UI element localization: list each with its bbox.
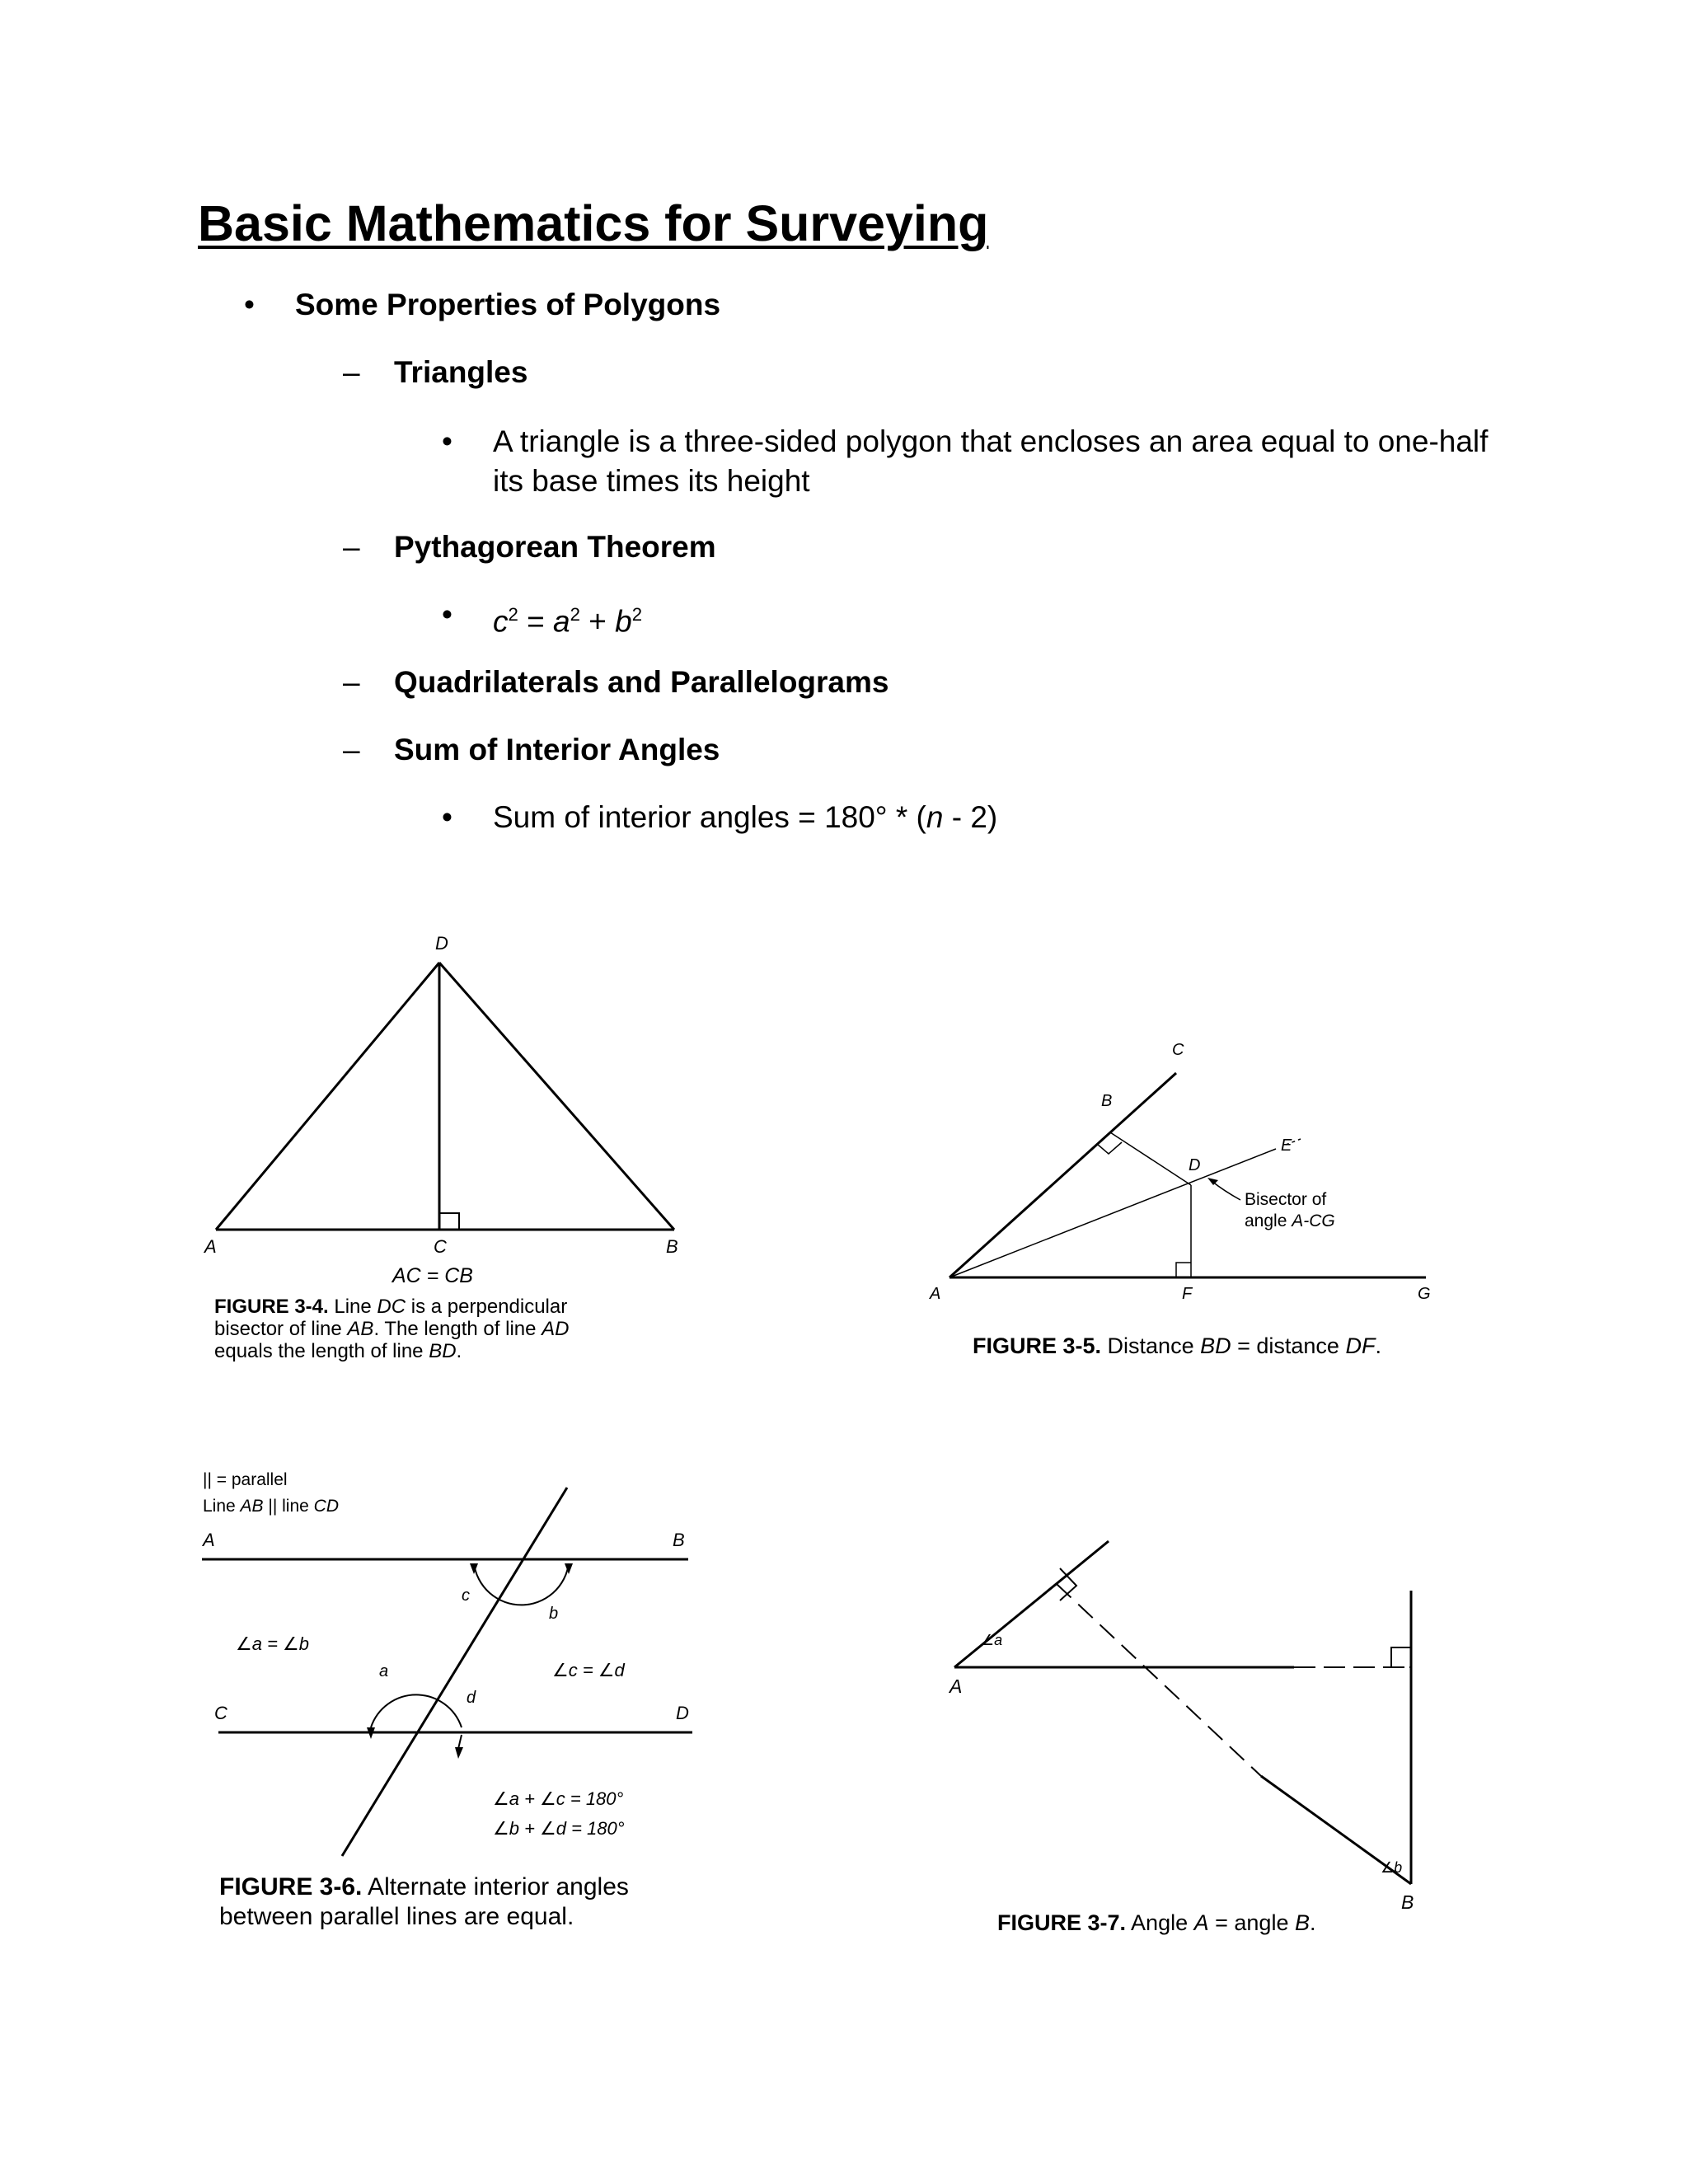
line-ac bbox=[950, 1073, 1176, 1277]
legend-text: Line bbox=[203, 1497, 241, 1516]
note-text: angle bbox=[1245, 1212, 1292, 1230]
caption-text: . bbox=[456, 1340, 462, 1362]
caption-var: B bbox=[1294, 1910, 1310, 1935]
quadrilaterals-heading: Quadrilaterals and Parallelograms bbox=[394, 665, 889, 699]
label-a: A bbox=[950, 1675, 963, 1697]
caption-text: Line bbox=[328, 1296, 377, 1318]
right-angle-mark-f bbox=[1176, 1263, 1191, 1277]
caption-label: FIGURE 3-5. bbox=[973, 1333, 1102, 1358]
legend-line2 bbox=[203, 1497, 339, 1516]
label-g: G bbox=[1418, 1285, 1431, 1302]
figure-3-4-caption bbox=[214, 1296, 569, 1362]
var-b: b bbox=[615, 604, 632, 639]
interior-heading: Sum of Interior Angles bbox=[394, 733, 720, 766]
equation-b-d: ∠b + ∠d = 180° bbox=[493, 1818, 625, 1839]
label-e: E bbox=[1281, 1137, 1292, 1155]
legend-text: || line bbox=[263, 1497, 314, 1516]
caption-text: is a perpendicular bbox=[406, 1296, 568, 1318]
bisector-pointer bbox=[1212, 1181, 1240, 1200]
caption-text: . bbox=[1309, 1910, 1316, 1935]
line-bd bbox=[439, 963, 674, 1230]
angle-a-label: ∠a bbox=[981, 1632, 1003, 1648]
bullet-marker: • bbox=[244, 288, 255, 321]
figure-3-4-diagram bbox=[190, 923, 717, 1294]
note-var: A-CG bbox=[1292, 1212, 1335, 1230]
label-c-upper: C bbox=[214, 1703, 227, 1723]
dash-marker: – bbox=[343, 530, 360, 564]
caption-text: Angle bbox=[1126, 1910, 1194, 1935]
figure-3-5-caption bbox=[973, 1335, 1381, 1357]
equation-c-d: ∠c = ∠d bbox=[552, 1660, 625, 1680]
formula-plus: + bbox=[579, 604, 616, 639]
label-d-upper: D bbox=[676, 1703, 689, 1723]
bullet-marker: • bbox=[442, 424, 452, 458]
arc-angle-d bbox=[458, 1735, 462, 1749]
arrowhead-d bbox=[455, 1747, 463, 1759]
equation-a-c: ∠a + ∠c = 180° bbox=[493, 1788, 624, 1809]
caption-text: between parallel lines are equal. bbox=[219, 1903, 574, 1930]
line-a-upper bbox=[954, 1541, 1109, 1667]
caption-text: = angle bbox=[1208, 1910, 1295, 1935]
caption-text: Distance bbox=[1101, 1333, 1201, 1358]
dash-marker: – bbox=[343, 355, 360, 389]
bisector-note-line2 bbox=[1245, 1212, 1335, 1230]
legend-line1: || = parallel bbox=[203, 1470, 288, 1489]
right-angle-mark bbox=[439, 1213, 459, 1230]
label-b: B bbox=[1101, 1092, 1113, 1110]
var-c: c bbox=[493, 604, 509, 639]
arc-angle-a bbox=[371, 1694, 462, 1727]
page-title: Basic Mathematics for Surveying bbox=[198, 195, 989, 251]
pythagorean-heading: Pythagorean Theorem bbox=[394, 530, 716, 564]
caption-var: DF bbox=[1345, 1333, 1376, 1358]
caption-var: AB bbox=[347, 1318, 374, 1340]
pythagorean-formula bbox=[493, 595, 642, 641]
bisector-note-line1: Bisector of bbox=[1245, 1190, 1327, 1209]
figure-3-5-diagram bbox=[915, 1022, 1442, 1302]
caption-text: Alternate interior angles bbox=[362, 1873, 629, 1900]
arc-angle-c-b bbox=[474, 1563, 569, 1605]
var-n: n bbox=[926, 800, 944, 834]
interior-pre: Sum of interior angles = 180° * ( bbox=[493, 800, 926, 834]
caption-var: BD bbox=[1200, 1333, 1231, 1358]
caption-text: equals the length of line bbox=[214, 1340, 429, 1362]
dash-marker: – bbox=[343, 733, 360, 766]
bisector-line bbox=[950, 1149, 1276, 1277]
caption-text: bisector of line bbox=[214, 1318, 348, 1340]
label-f: F bbox=[1182, 1285, 1193, 1302]
caption-var: BD bbox=[429, 1340, 457, 1362]
line-perpendicular-dashed bbox=[1057, 1584, 1261, 1776]
label-d-angle: d bbox=[467, 1689, 476, 1707]
caption-var: AD bbox=[542, 1318, 570, 1340]
equation-ac-cb: AC = CB bbox=[392, 1264, 473, 1287]
interior-formula bbox=[493, 798, 997, 837]
legend-var: CD bbox=[313, 1497, 340, 1516]
label-d: D bbox=[1189, 1156, 1201, 1174]
dash-marker: – bbox=[343, 665, 360, 699]
var-a: a bbox=[553, 604, 570, 639]
label-c-angle: c bbox=[462, 1586, 470, 1605]
caption-label: FIGURE 3-6. bbox=[219, 1873, 363, 1900]
caption-label: FIGURE 3-4. bbox=[214, 1296, 329, 1318]
label-a-angle: a bbox=[379, 1662, 389, 1680]
label-a: A bbox=[204, 1236, 217, 1257]
bullet-marker: • bbox=[442, 800, 452, 834]
right-angle-mark-b bbox=[1391, 1647, 1411, 1667]
caption-label: FIGURE 3-7. bbox=[997, 1910, 1127, 1935]
label-c: C bbox=[434, 1236, 447, 1257]
interior-post: - 2) bbox=[943, 800, 998, 834]
label-a-upper: A bbox=[203, 1530, 215, 1550]
triangles-text-line1: A triangle is a three-sided polygon that encloses an area equal to one-half bbox=[493, 424, 1489, 458]
exp-a: 2 bbox=[570, 604, 580, 625]
exp-c: 2 bbox=[508, 604, 518, 625]
line-bd bbox=[1110, 1132, 1191, 1185]
caption-text: = distance bbox=[1231, 1333, 1346, 1358]
label-b: B bbox=[1401, 1891, 1414, 1913]
label-c: C bbox=[1172, 1041, 1184, 1059]
caption-var: A bbox=[1193, 1910, 1209, 1935]
equation-a-b: ∠a = ∠b bbox=[236, 1633, 309, 1654]
right-angle-mark-b bbox=[1097, 1142, 1122, 1154]
label-a: A bbox=[930, 1285, 941, 1302]
triangles-heading: Triangles bbox=[394, 355, 528, 389]
bullet-marker: • bbox=[442, 598, 452, 631]
exp-b: 2 bbox=[631, 604, 643, 625]
angle-b-label: ∠b bbox=[1381, 1859, 1403, 1876]
label-b: B bbox=[666, 1236, 678, 1257]
formula-eq: = bbox=[518, 604, 554, 639]
label-b-angle: b bbox=[549, 1605, 559, 1623]
caption-text: . bbox=[1375, 1333, 1381, 1358]
figure-3-7-diagram bbox=[915, 1492, 1459, 1920]
label-b-upper: B bbox=[673, 1530, 685, 1550]
pointer-arrowhead bbox=[1207, 1178, 1218, 1185]
figure-3-6-caption bbox=[219, 1872, 629, 1932]
label-d: D bbox=[435, 933, 448, 954]
section-heading: Some Properties of Polygons bbox=[295, 288, 721, 321]
figure-3-6-diagram bbox=[190, 1459, 717, 1863]
caption-text: . The length of line bbox=[373, 1318, 542, 1340]
legend-var: AB bbox=[240, 1497, 264, 1516]
figure-3-7-caption bbox=[997, 1912, 1316, 1934]
line-ad bbox=[216, 963, 439, 1230]
caption-var: DC bbox=[377, 1296, 406, 1318]
triangles-text-line2: its base times its height bbox=[493, 464, 810, 498]
